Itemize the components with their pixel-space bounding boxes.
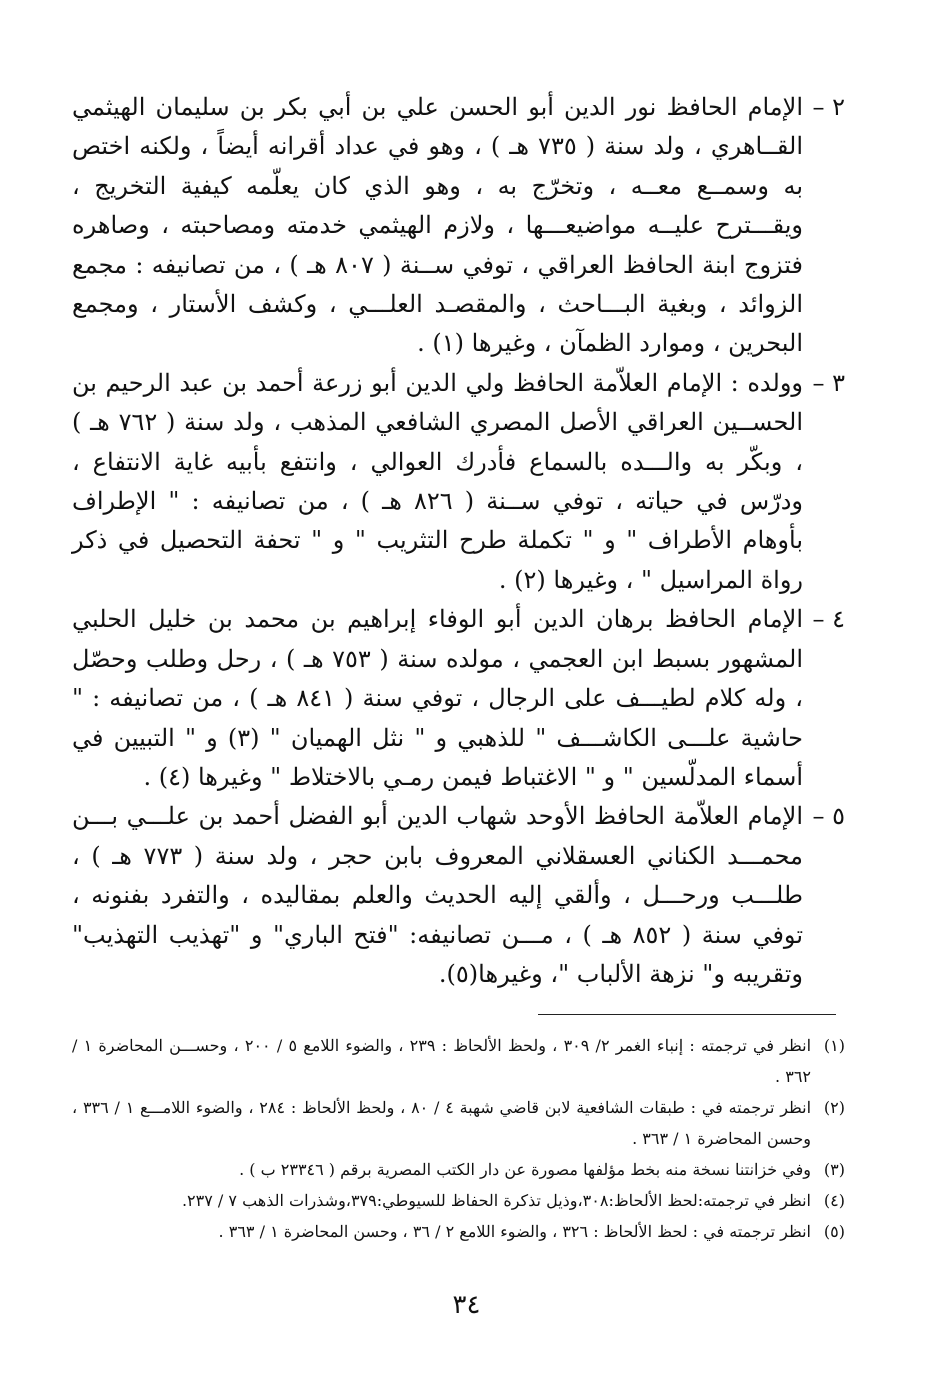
entry-text: الإمام الحافظ برهان الدين أبو الوفاء إبراهيم بن محمد بن خليل الحلبي المشهور بسبط ابن العجمي ، مولده سنة ( ٧٥٣ هـ ) ، رحل وطلب وحصّل ، وله كلام لطيـــف على الرجال ، توفي سنة ( ٨٤١ هـ ) ، من تصانيفه : " حاشية علـــى الكاشـــف " للذهبي و " نثل الهميان " (٣) و " التبيين في أسماء المدلّسين " و " الاغتباط فيمن رمـي بالاختلاط " وغيرها (٤) .: [72, 605, 804, 791]
footnotes: [72, 1030, 845, 1247]
footnote-number: (٢): [823, 1098, 845, 1117]
biography-entry-4: [72, 600, 845, 797]
footnote-text: انظر في ترجمته:لحظ الألحاظ:٣٠٨،وذيل تذكرة الحفاظ للسيوطي:٣٧٩،وشذرات الذهب ٧ / ٢٣٧.: [181, 1191, 811, 1210]
biography-entry-2: [72, 88, 845, 364]
biography-entry-5: [72, 797, 845, 994]
footnote-text: وفي خزانتنا نسخة منه بخط مؤلفها مصورة عن دار الكتب المصرية برقم ( ٢٣٣٤٦ ب ) .: [239, 1160, 811, 1179]
entry-number: ٢ –: [812, 93, 845, 121]
footnote-text: انظر ترجمته في : طبقات الشافعية لابن قاضي شهبة ٤ / ٨٠ ، ولحظ الألحاظ : ٢٨٤ ، والضوء اللامـــع ١ / ٣٣٦ ، وحسن المحاضرة ١ / ٣٦٣ .: [72, 1098, 812, 1148]
entry-number: ٣ –: [812, 368, 845, 397]
footnote-4: [72, 1185, 845, 1216]
page-number: ٣٤: [452, 1290, 481, 1320]
entry-number: ٤ –: [812, 605, 845, 634]
entry-number: ٥ –: [812, 802, 845, 831]
biography-entry-3: [72, 364, 845, 600]
entry-text: الإمام الحافظ نور الدين أبو الحسن علي بن أبي بكر بن سليمان الهيثمي القــاهري ، ولد سنة ( ٧٣٥ هـ ) ، وهو في عداد أقرانه أيضاً ، ولكنه اختص به وسمــع معــه ، وتخرّج به ، وهو الذي كان يعلّمه كيفية التخريج ، ويقـــترح عليــه مواضيعـــها ، ولازم الهيثمي خدمته ومصاحبته ، وصاهره فتزوج ابنة الحافظ العراقي ، توفي ســنة ( ٨٠٧ هـ ) ، من تصانيفه : مجمع الزوائد ، وبغية البـــاحث ، والمقصـد العلـــي ، وكشف الأستار ، ومجمع البحرين ، وموارد الظمآن ، وغيرها (١) .: [72, 93, 804, 358]
footnote-5: [72, 1216, 845, 1247]
footnote-number: (١): [823, 1036, 845, 1055]
entry-text: وولده : الإمام العلاّمة الحافظ ولي الدين أبو زرعة أحمد بن عبد الرحيم بن الحســين العراقي الأصل المصري الشافعي المذهب ، ولد سنة ( ٧٦٢ هـ ) ، وبكّر به والـــده بالسماع فأدرك العوالي ، وانتفع بأبيه غاية الانتفاع ، ودرّس في حياته ، توفي ســنة ( ٨٢٦ هـ ) ، من تصانيفه : " الإطراف بأوهام الأطراف " و " تكملة طرح التثريب " و " تحفة التحصيل في ذكر رواة المراسيل " ، وغيرها (٢) .: [72, 368, 804, 594]
entry-text: الإمام العلاّمة الحافظ الأوحد شهاب الدين أبو الفضل أحمد بن علـــي بـــن محمـــد الكناني العسقلاني المعروف بابن حجر ، ولد سنة ( ٧٧٣ هـ ) ، طلـــب ورحـــل ، وألقي إليه الحديث والعلم بمقاليده ، والتفرد بفنونه ، توفي سنة ( ٨٥٢ هـ ) ، مـــن تصانيفه: "فتح الباري" و "تهذيب التهذيب" وتقريبه و" نزهة الألباب "، وغيرها(٥).: [72, 802, 803, 988]
footnote-1: [72, 1030, 845, 1092]
footnote-2: [72, 1092, 845, 1154]
footnote-number: (٣): [823, 1160, 845, 1179]
biography-entries: [72, 88, 845, 994]
footnote-number: (٥): [823, 1222, 845, 1241]
footnote-text: انظر ترجمته في : لحظ الألحاظ : ٣٢٦ ، والضوء اللامع ٢ / ٣٦ ، وحسن المحاضرة ١ / ٣٦٣ .: [218, 1222, 811, 1241]
footnote-divider: [538, 1014, 836, 1015]
footnote-3: [72, 1154, 845, 1185]
footnote-number: (٤): [823, 1191, 845, 1210]
footnote-text: انظر في ترجمته : إنباء الغمر ٢/ ٣٠٩ ، ولحظ الألحاظ : ٢٣٩ ، والضوء اللامع ٥ / ٢٠٠ ، وحســـن المحاضرة ١ / ٣٦٢ .: [72, 1036, 812, 1086]
